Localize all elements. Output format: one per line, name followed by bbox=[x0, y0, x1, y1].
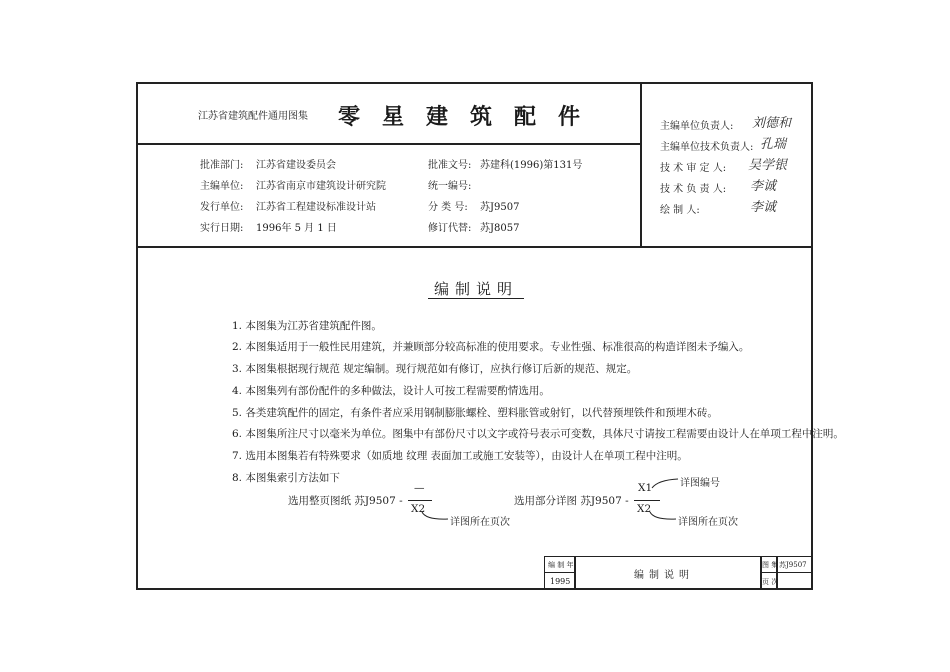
note-item: 4. 本图集列有部份配件的多种做法，设计人可按工程需要酌情选用。 bbox=[232, 385, 550, 397]
field-editor-label: 主编单位: bbox=[200, 181, 244, 192]
field-publisher-label: 发行单位: bbox=[200, 202, 244, 213]
field-editor-value: 江苏省南京市建筑设计研究院 bbox=[256, 181, 386, 192]
note-item: 2. 本图集适用于一般性民用建筑，并兼顾部分较高标准的使用要求。专业性强、标准很高的构造详图未予编入。 bbox=[232, 341, 750, 353]
field-doc-no-label: 批准文号: bbox=[428, 160, 472, 171]
index-part-leader-bottom bbox=[648, 510, 678, 522]
note-item: 3. 本图集根据现行规范 规定编制。现行规范如有修订，应执行修订后新的规范、规定。 bbox=[232, 363, 638, 375]
index-part-top: X1 bbox=[638, 482, 653, 494]
header-vertical-divider bbox=[640, 82, 642, 247]
field-class-no-label: 分 类 号: bbox=[428, 202, 468, 213]
section-title-underline bbox=[428, 298, 524, 299]
signature-reviewer: 吴学银 bbox=[748, 158, 788, 173]
field-replaces-label: 修订代替: bbox=[428, 223, 472, 234]
title-block-row-divider bbox=[760, 572, 813, 573]
index-whole-label: 选用整页图纸 苏J9507 - bbox=[288, 495, 403, 507]
field-tech-chief-label: 主编单位技术负责人: bbox=[660, 142, 754, 153]
field-replaces-value: 苏J8057 bbox=[480, 223, 520, 234]
title-block-divider bbox=[574, 556, 576, 590]
field-reviewer-label: 技 术 审 定 人: bbox=[660, 163, 727, 174]
field-tech-lead-label: 技 术 负 责 人: bbox=[660, 184, 727, 195]
index-part-label: 选用部分详图 苏J9507 - bbox=[514, 495, 629, 507]
note-item: 5. 各类建筑配件的固定，有条件者应采用钢制膨胀螺栓、塑料胀管或射钉，以代替预埋铁件和预埋木砖。 bbox=[232, 407, 718, 419]
atlas-label: 图 集 bbox=[762, 561, 779, 569]
note-item: 8. 本图集索引方法如下 bbox=[232, 472, 340, 484]
title-block-name: 编制说明 bbox=[634, 570, 694, 581]
collection-name: 江苏省建筑配件通用图集 bbox=[198, 111, 308, 122]
field-drafter-label: 绘 制 人: bbox=[660, 205, 700, 216]
signature-tech-lead: 李诚 bbox=[750, 179, 777, 194]
index-part-bottom: X2 bbox=[637, 503, 652, 515]
index-part-fraction-bar bbox=[634, 500, 660, 501]
signature-chief: 刘德和 bbox=[752, 116, 792, 131]
index-whole-note: 详图所在页次 bbox=[450, 517, 510, 528]
title-block-row-divider bbox=[544, 572, 574, 573]
index-whole-leader bbox=[420, 510, 450, 522]
atlas-title: 零星建筑配件 bbox=[338, 104, 603, 130]
field-chief-label: 主编单位负责人: bbox=[660, 121, 734, 132]
edition-year-value: 1995 bbox=[550, 577, 571, 586]
index-whole-top: — bbox=[414, 482, 425, 494]
field-date-label: 实行日期: bbox=[200, 223, 244, 234]
field-date-value: 1996年 5 月 1 日 bbox=[256, 223, 337, 234]
signature-drafter: 李诚 bbox=[750, 200, 777, 215]
note-item: 7. 选用本图集若有特殊要求（如质地 纹理 表面加工或施工安装等），由设计人在单项工程中注明。 bbox=[232, 450, 688, 462]
index-part-note-bottom: 详图所在页次 bbox=[678, 517, 738, 528]
field-approval-dept-value: 江苏省建设委员会 bbox=[256, 160, 336, 171]
field-doc-no-value: 苏建科(1996)第131号 bbox=[480, 160, 583, 171]
field-approval-dept-label: 批准部门: bbox=[200, 160, 244, 171]
index-part-note-top: 详图编号 bbox=[680, 478, 720, 489]
section-title: 编制说明 bbox=[434, 280, 519, 298]
page-label: 页 次 bbox=[762, 578, 779, 586]
header-divider bbox=[136, 143, 641, 145]
atlas-number: 苏J9507 bbox=[779, 561, 807, 569]
index-whole-fraction-bar bbox=[408, 500, 432, 501]
header-bottom-divider bbox=[136, 246, 813, 248]
note-item: 6. 本图集所注尺寸以毫米为单位。图集中有部份尺寸以文字或符号表示可变数，具体尺寸请按工程需要由设计人在单项工程中注明。 bbox=[232, 428, 844, 440]
signature-tech-chief: 孔瑞 bbox=[760, 137, 787, 152]
field-class-no-value: 苏J9507 bbox=[480, 202, 520, 213]
edition-year-label: 编 制 年 bbox=[548, 561, 574, 569]
index-part-leader-top bbox=[650, 476, 680, 490]
field-publisher-value: 江苏省工程建设标准设计站 bbox=[256, 202, 376, 213]
field-unified-no-label: 统一编号: bbox=[428, 181, 472, 192]
index-whole-bottom: X2 bbox=[411, 503, 426, 515]
note-item: 1. 本图集为江苏省建筑配件图。 bbox=[232, 320, 382, 332]
